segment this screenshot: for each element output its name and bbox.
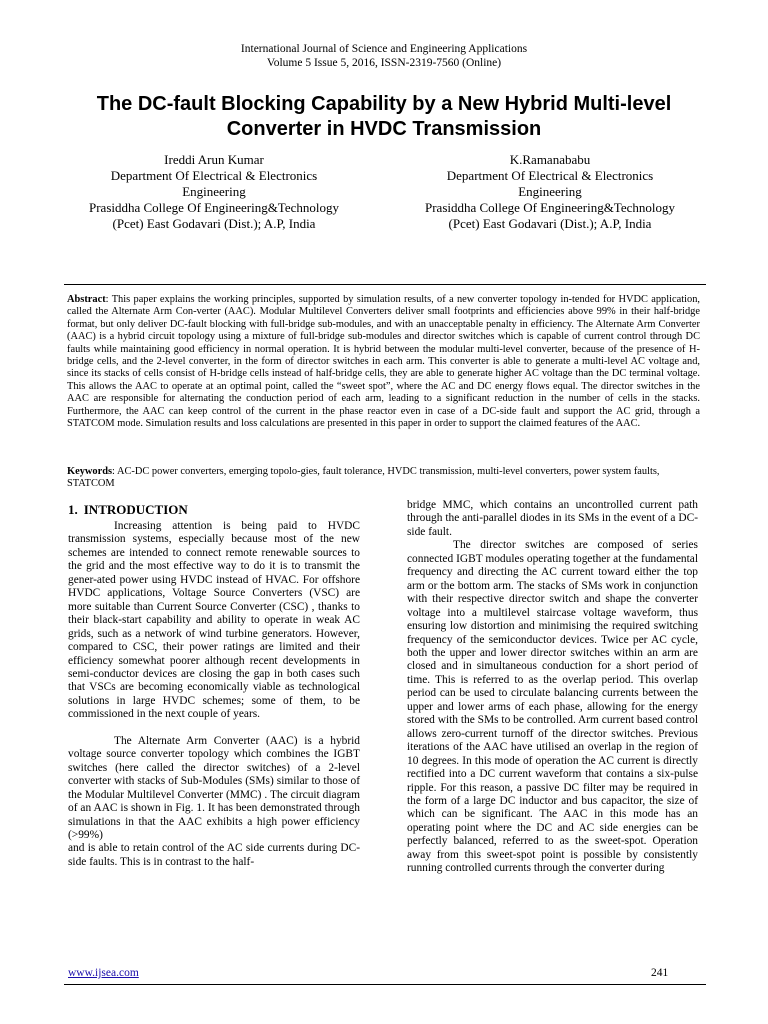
section-title: INTRODUCTION (83, 502, 188, 517)
header-divider (64, 284, 706, 285)
author-address: (Pcet) East Godavari (Dist.); A.P, India (448, 216, 652, 231)
paper-title: The DC-fault Blocking Capability by a New Hybrid Multi-level Converter in HVDC Transmission (96, 93, 672, 140)
journal-name: International Journal of Science and Engineering Applications (240, 43, 528, 55)
journal-header (0, 42, 768, 70)
right-column (407, 499, 698, 876)
intro-paragraph-2: The Alternate Arm Converter (AAC) is a hybrid voltage source converter topology which combines the IGBT switches (here called the director switches) of a 2-level converter with stacks of Sub-Modules (SMs) similar to those of the Modular Multilevel Converter (MMC) . The circuit diagram of an AAC is shown in Fig. 1. It has been demonstrated through simulations in that the AAC exhibits a high power efficiency (>99%) (68, 734, 360, 841)
abstract (67, 294, 700, 430)
author-college: Prasiddha College Of Engineering&Technology (88, 200, 339, 215)
footer-divider (64, 984, 706, 985)
author-department: Department Of Electrical & Electronics (110, 168, 318, 183)
intro-paragraph-5: The director switches are composed of series connected IGBT modules operating together at the fundamental frequency and directing the AC current toward either the top arm or the bottom arm. The stacks of SMs work in conjunction with their respective director switch and shape the converter voltage into a multilevel staircase voltage waveform, thus ensuring low distortion and minimising the required switching frequency of the semiconductor devices. Twice per AC cycle, both the upper and lower director switches within an arm are closed and in simultaneous conduction for a short period of time. This is referred to as the overlap period. This overlap period can be used to circulate balancing currents between the upper and lower arms of each phase, allowing for the energy stored with the SMs to be controlled. Arm current based control allows zero-current turnoff of the director switches. Previous iterations of the AAC have utilised an overlap in the region of 10 degrees. In this mode of operation the AC current is directly rectified into a DC current waveform that contains a six-pulse ripple. For this reason, a passive DC filter may be required in the form of a large DC inductor and bus capacitor, the size of which can be significant. The AAC in this mode has an operating point where the DC and AC side energies can be perfectly balanced, referred to as the sweet-spot. Operation away from this sweet-spot point is possible by consistently running controlled currents through the converter during (407, 539, 698, 875)
intro-paragraph-3: and is able to retain control of the AC side currents during DC-side faults. This is in contrast to the half- (68, 842, 360, 868)
keywords-label: Keywords (67, 466, 113, 477)
section-heading (68, 502, 360, 518)
section-number: 1. (68, 502, 78, 517)
abstract-label: Abstract (67, 294, 106, 305)
keywords (67, 466, 700, 491)
author-block-2 (400, 152, 700, 232)
author-name: K.Ramanababu (509, 152, 591, 167)
intro-paragraph-1: Increasing attention is being paid to HVDC transmission systems, especially because most of the new schemes are intended to connect remote renewable sources to the grid and the most effective way to do it is to transmit the gener-ated power using HVDC instead of HVAC. For offshore HVDC applications, Voltage Source Converters (VSC) are more suitable than Current Source Converter (CSC) , thanks to their black-start capability and ability to operate in weak AC grids, such as a network of wind turbine generators. However, compared to CSC, their power ratings are limited and their efficiency somewhat poorer although recent developments in semi-conductor devices are closing the gap in both cases such that VSCs are becoming economically viable as technological solutions in large HVDC schemes; some of them, to be commissioned in the next couple of years. (68, 520, 360, 721)
journal-website-link[interactable]: www.ijsea.com (68, 967, 139, 979)
page-number: 241 (651, 967, 669, 979)
author-department-cont: Engineering (518, 184, 582, 199)
author-department: Department Of Electrical & Electronics (446, 168, 654, 183)
abstract-text: : This paper explains the working principles, supported by simulation results, of a new converter topology in-tended for HVDC application, called the Alternate Arm Con-verter (AAC). Modular Multilevel Converters deliver small footprints and efficiencies above 99% in their half-bridge format, but only deliver DC-fault blocking with full-bridge sub-modules, and with an unacceptable penalty in efficiency. The Alternate Arm Converter (AAC) is a hybrid circuit topology using a mixture of full-bridge sub-modules and director switches which is capable of current control through DC faults while maintaining good efficiency in normal operation. It is hybrid between the modular multi-level converter, because of the presence of H-bridge cells, and the 2-level converter, in the form of director switches in each arm. This converter is able to generate a multi-level AC voltage and, since its stacks of cells consist of H-bridge cells instead of half-bridge cells, they are able to generate higher AC voltage than the DC terminal voltage. This allows the AAC to operate at an optimal point, called the “sweet spot”, where the AC and DC energy flows equal. The director switches in the AAC are responsible for alternating the conduction period of each arm, leading to a significant reduction in the number of cells in the stacks. Furthermore, the AAC can keep control of the current in the phase reactor even in case of a DC-side fault and support the AC grid, through a STATCOM mode. Simulation results and loss calculations are presented in this paper in order to support the claimed features of the AAC. (67, 294, 700, 430)
author-block-1 (64, 152, 364, 232)
author-address: (Pcet) East Godavari (Dist.); A.P, India (112, 216, 316, 231)
author-name: Ireddi Arun Kumar (164, 152, 264, 167)
journal-volume: Volume 5 Issue 5, 2016, ISSN-2319-7560 (Online) (266, 57, 502, 69)
left-column (68, 502, 360, 869)
author-department-cont: Engineering (182, 184, 246, 199)
keywords-text: : AC-DC power converters, emerging topolo-gies, fault tolerance, HVDC transmission, multi-level converters, power system faults, STATCOM (67, 466, 660, 490)
intro-paragraph-4: bridge MMC, which contains an uncontrolled current path through the anti-parallel diodes in its SMs in the event of a DC-side fault. (407, 499, 698, 538)
author-college: Prasiddha College Of Engineering&Technology (424, 200, 675, 215)
